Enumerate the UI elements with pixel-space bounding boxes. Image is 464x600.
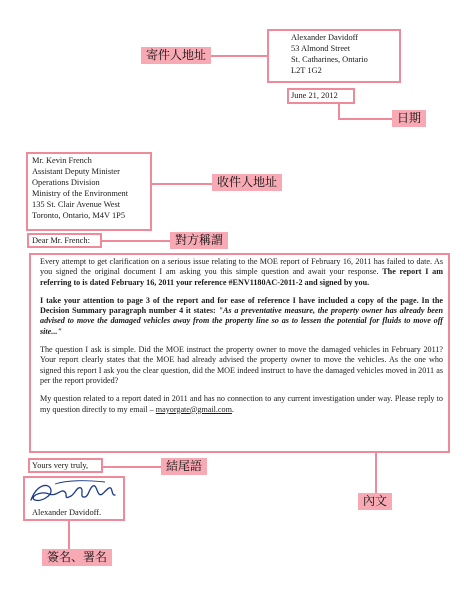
- recipient-line-6: Toronto, Ontario, M4V 1P5: [32, 211, 126, 220]
- email-link[interactable]: mayorgate@gmail.com: [155, 404, 232, 414]
- salutation-text: Dear Mr. French:: [32, 236, 90, 245]
- recipient-line-5: 135 St. Clair Avenue West: [32, 200, 121, 209]
- body-paragraph-4: My question related to a report dated in 2011 and has no connection to any current investigation under way. Please reply to my question directly to my email – mayorgate@gmail.com.: [40, 394, 443, 414]
- label-recipient-address: 收件人地址: [212, 174, 282, 191]
- date-text: June 21, 2012: [291, 91, 338, 100]
- recipient-line-2: Assistant Deputy Minister: [32, 167, 120, 176]
- letter-body: [40, 257, 443, 423]
- body-paragraph-3: The question I ask is simple. Did the MOE instruct the property owner to move the damaged vehicles in February 2011? Your report clearly states that the MOE had already advised the property owner to move the vehicles. As the one who signed this report I ask you the clear question, did the MOE indeed instruct to have the damaged vehicles moved in 2011 as per the report provided?: [40, 345, 443, 385]
- sender-line-4: L2T 1G2: [291, 66, 322, 75]
- label-body: 內文: [358, 493, 392, 510]
- recipient-line-3: Operations Division: [32, 178, 100, 187]
- label-closing: 結尾語: [161, 458, 207, 475]
- sender-line-2: 53 Almond Street: [291, 44, 351, 53]
- recipient-line-4: Ministry of the Environment: [32, 189, 129, 198]
- body-paragraph-2: I take your attention to page 3 of the report and for ease of reference I have included a copy of the page. In the Decision Summary paragraph number 4 it states: "As a preventative measure, the property owner has already been advised to move the damaged vehicles away from the property line so as to lessen the potential for fluids to move off site...": [40, 295, 443, 336]
- date-connector-h: [338, 118, 394, 120]
- signature-name: Alexander Davidoff.: [32, 508, 102, 517]
- recipient-connector: [152, 183, 214, 185]
- body-connector: [375, 453, 377, 493]
- label-date: 日期: [392, 110, 426, 127]
- signature-connector: [68, 521, 70, 549]
- label-salutation: 對方稱謂: [170, 232, 228, 249]
- sender-connector: [205, 55, 267, 57]
- closing-connector: [103, 466, 163, 468]
- label-sender-address: 寄件人地址: [141, 47, 211, 64]
- salutation-connector: [102, 240, 172, 242]
- label-signature: 簽名、署名: [42, 549, 112, 566]
- sender-line-1: Alexander Davidoff: [291, 33, 359, 42]
- closing-text: Yours very truly,: [32, 461, 89, 470]
- sender-line-3: St. Catharines, Ontario: [291, 55, 368, 64]
- handwritten-signature: [27, 478, 122, 508]
- recipient-line-1: Mr. Kevin French: [32, 156, 92, 165]
- body-paragraph-1: Every attempt to get clarification on a serious issue relating to the MOE report of February 16, 2011 has failed to date. As you signed the original document I am asking you this simple question and await your response. The report I am referring to is dated February 16, 2011 your reference #ENV1180AC-2011-2 and signed by you.: [40, 257, 443, 287]
